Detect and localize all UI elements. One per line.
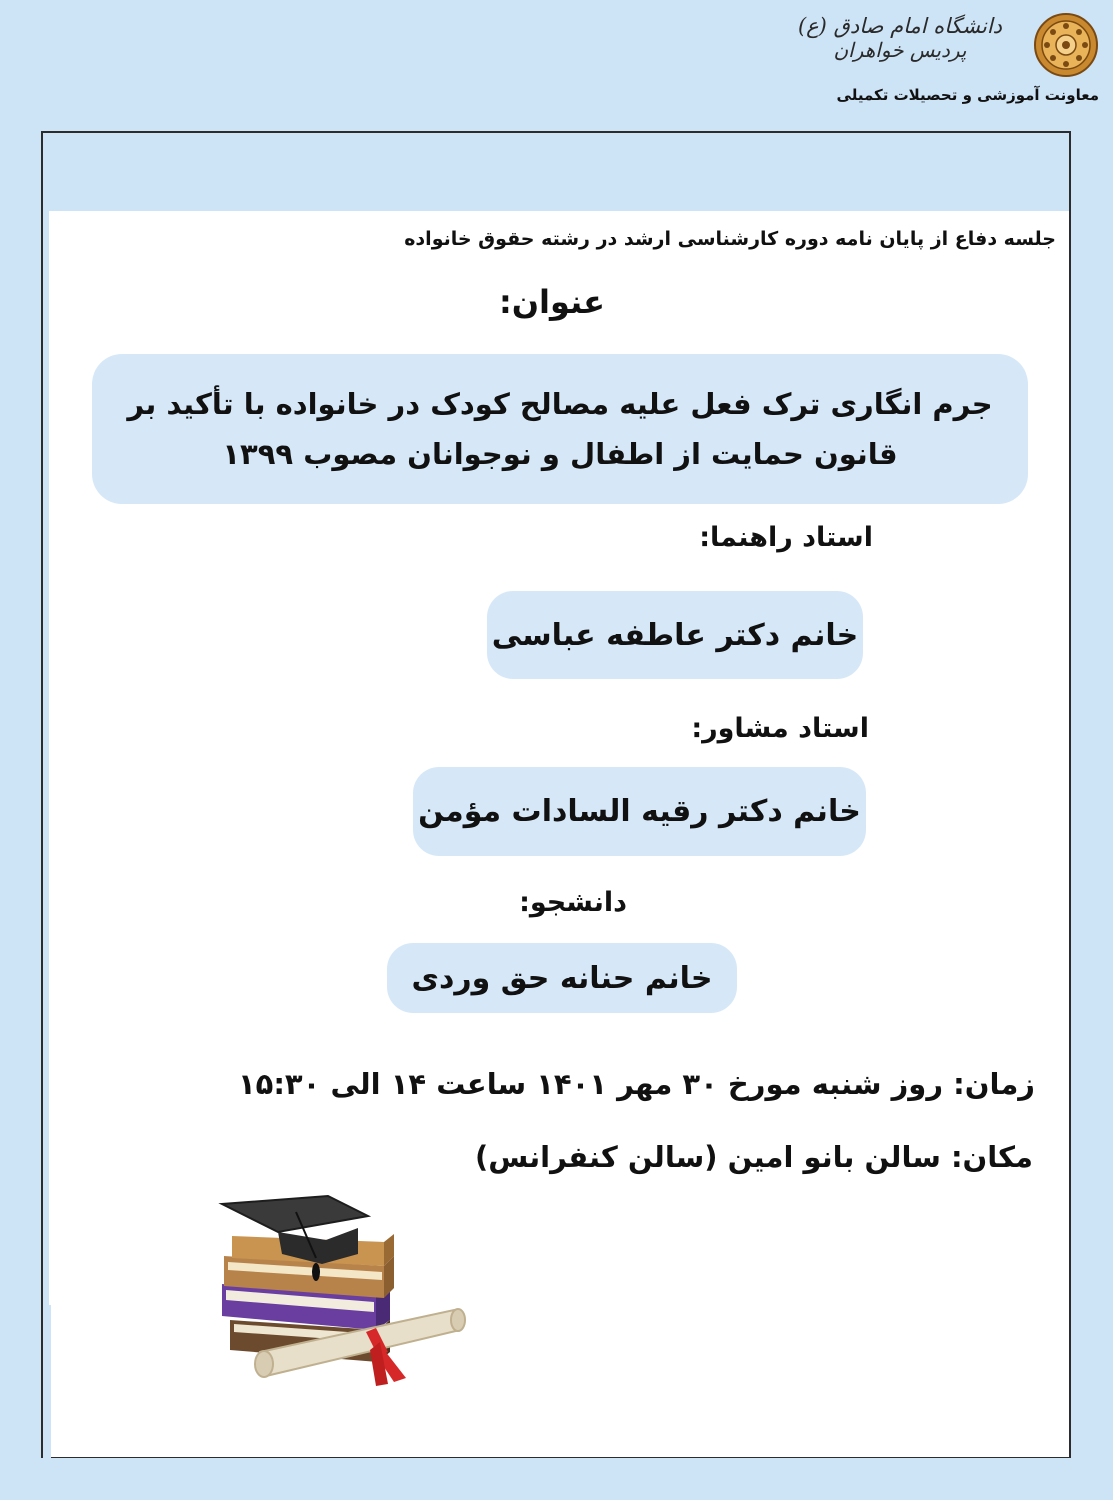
university-name-line1: دانشگاه امام صادق (ع): [797, 14, 1003, 38]
consultant-name: خانم دکتر رقیه السادات مؤمن: [418, 794, 861, 829]
advisor-name: خانم دکتر عاطفه عباسی: [491, 617, 859, 653]
thesis-title-box: [92, 354, 1028, 504]
advisor-box: [487, 591, 863, 679]
university-seal-icon: [1033, 12, 1099, 78]
student-name: خانم حنانه حق وردی: [411, 960, 713, 996]
event-time: زمان: روز شنبه مورخ ۳۰ مهر ۱۴۰۱ ساعت ۱۴ الی ۱۵:۳۰: [237, 1067, 1035, 1101]
advisor-label: استاد راهنما:: [699, 522, 873, 553]
event-place: مکان: سالن بانو امین (سالن کنفرانس): [475, 1140, 1033, 1174]
thesis-title: جرم انگاری ترک فعل علیه مصالح کودک در خانواده با تأکید بر قانون حمایت از اطفال و نوجوانان مصوب ۱۳۹۹: [127, 387, 993, 471]
university-name-line2: پردیس خواهران: [833, 38, 967, 62]
student-box: [387, 943, 737, 1013]
announcement-heading: جلسه دفاع از پایان نامه دوره کارشناسی ارشد در رشته حقوق خانواده: [404, 228, 1056, 250]
title-label: عنوان:: [498, 283, 605, 321]
consultant-box: [413, 767, 866, 856]
graduation-cap-books-diploma-icon: [208, 1192, 478, 1404]
university-name: [775, 14, 1025, 62]
frame-corner-strip: [43, 1305, 51, 1460]
student-label: دانشجو:: [519, 887, 627, 918]
department-name: معاونت آموزشی و تحصیلات تکمیلی: [836, 86, 1099, 104]
consultant-label: استاد مشاور:: [691, 713, 869, 744]
